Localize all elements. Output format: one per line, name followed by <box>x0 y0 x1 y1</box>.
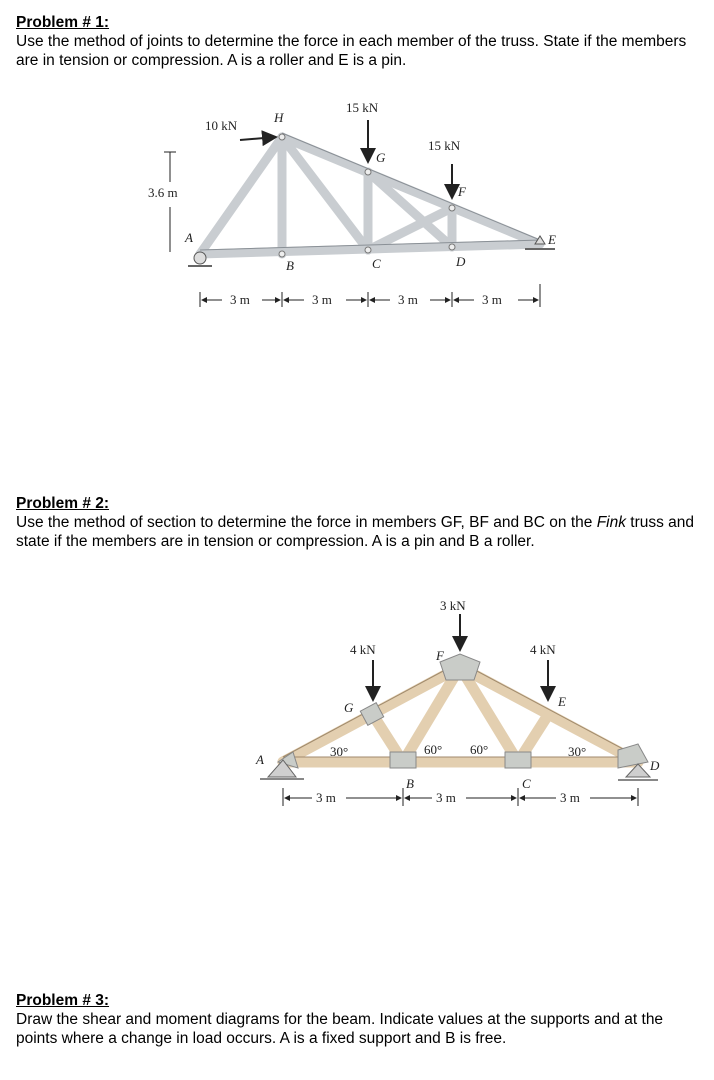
joint-a: A <box>185 230 193 245</box>
height-label: 3.6 m <box>148 185 178 200</box>
load-arrow-h <box>240 137 276 140</box>
angle-label-2: 60° <box>424 742 443 757</box>
span-label-4: 3 m <box>482 292 502 307</box>
span-label-2: 3 m <box>436 790 456 805</box>
problem-3-text: Draw the shear and moment diagrams for the beam. Indicate values at the supports and at the points where a change in load occurs. A is a fixed support and B is free. <box>16 1011 664 1047</box>
joint-f: F <box>458 184 466 199</box>
joint-c: C <box>372 256 381 271</box>
joint-e: E <box>548 232 556 247</box>
truss-1-members <box>200 137 540 254</box>
load-label-f: 3 kN <box>440 598 466 613</box>
angle-label-1: 30° <box>330 744 349 759</box>
joint-b: B <box>286 258 294 273</box>
truss-figure-1 <box>140 92 580 322</box>
load-label-g: 4 kN <box>350 642 376 657</box>
fink-emphasis: Fink <box>596 514 626 531</box>
problem-2 <box>16 494 706 551</box>
load-label-g: 15 kN <box>346 100 379 115</box>
problem-2-title: Problem # 2: <box>16 495 110 512</box>
joint-e: E <box>558 694 566 709</box>
truss-2-drawing <box>238 592 688 822</box>
span-label-1: 3 m <box>316 790 336 805</box>
problem-1 <box>16 13 706 70</box>
load-label-h: 10 kN <box>205 118 238 133</box>
problem-1-title: Problem # 1: <box>16 14 110 31</box>
joint-b: B <box>406 776 414 791</box>
joint-f: F <box>436 648 444 663</box>
load-label-f: 15 kN <box>428 138 461 153</box>
load-label-e: 4 kN <box>530 642 556 657</box>
truss-1-drawing <box>140 92 580 322</box>
problem-3 <box>16 991 706 1048</box>
problem-1-text: Use the method of joints to determine the force in each member of the truss. State if the members are in tension or compression. A is a roller and E is a pin. <box>16 33 687 69</box>
joint-d: D <box>650 758 660 773</box>
span-label-3: 3 m <box>560 790 580 805</box>
joint-c: C <box>522 776 531 791</box>
joint-g: G <box>376 150 386 165</box>
problem-3-title: Problem # 3: <box>16 992 110 1009</box>
span-label-1: 3 m <box>230 292 250 307</box>
problem-2-text: Use the method of section to determine the force in members GF, BF and BC on the Fink truss and state if the members are in tension or compression. A is a pin and B a roller. <box>16 514 695 550</box>
joint-a: A <box>256 752 264 767</box>
angle-label-4: 30° <box>568 744 587 759</box>
joint-g: G <box>344 700 354 715</box>
span-label-3: 3 m <box>398 292 418 307</box>
angle-label-3: 60° <box>470 742 489 757</box>
joint-d: D <box>456 254 466 269</box>
joint-h: H <box>274 110 284 125</box>
truss-figure-2 <box>238 592 688 822</box>
span-label-2: 3 m <box>312 292 332 307</box>
